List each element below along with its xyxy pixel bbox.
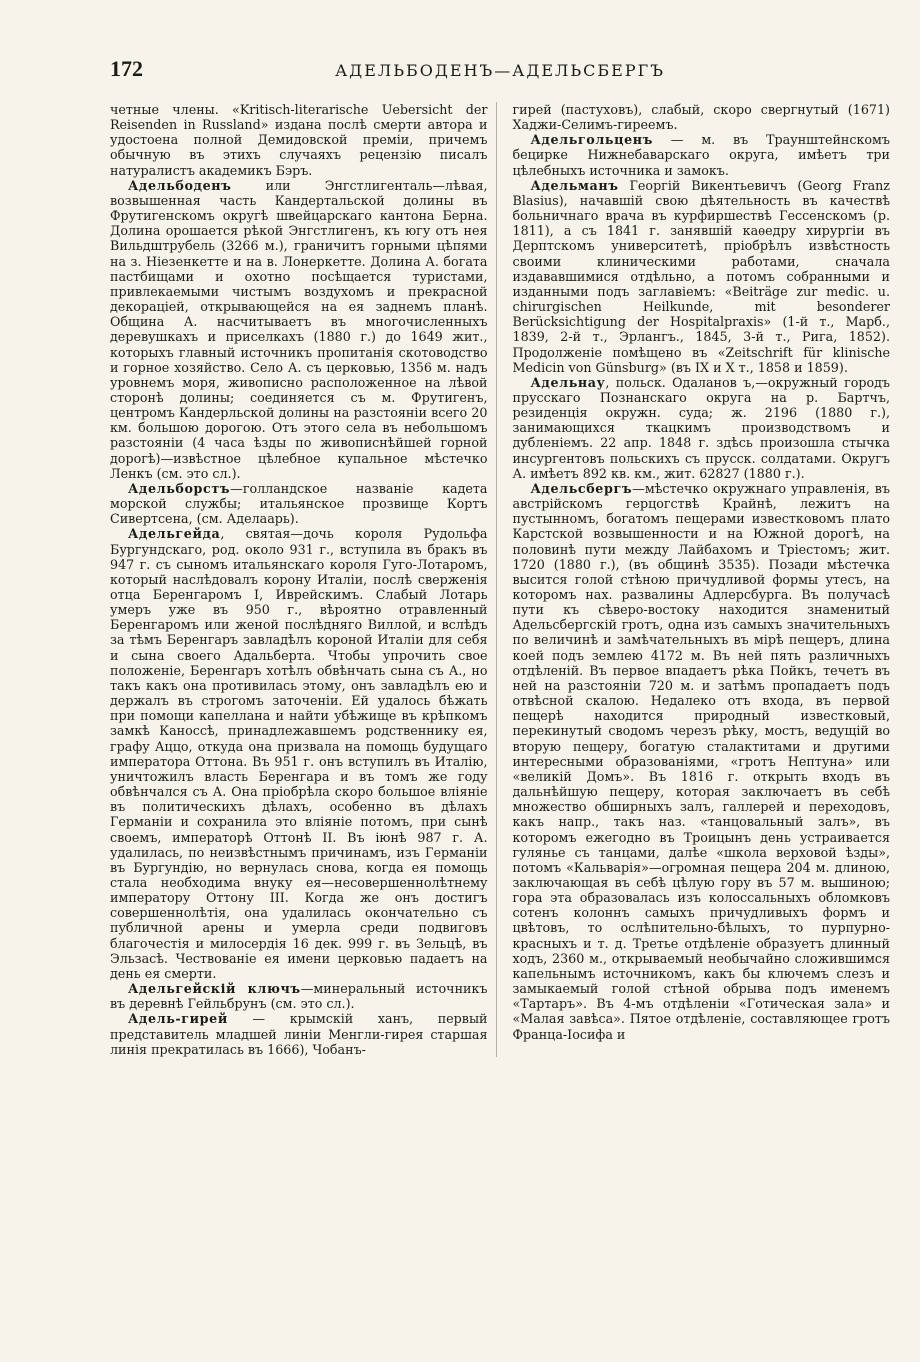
- entry-headword: Адельманъ: [530, 177, 619, 193]
- entry-text: —мѣстечко окружнаго управленія, въ австрійскомъ герцогствѣ Крайнѣ, лежитъ на пустынномъ, богатомъ пещерами известковомъ плато Карстской возвышенности и на Южной дорогѣ, на половинѣ пути между Лайбахомъ и Тріестомъ; жит. 1720 (1880 г.), (въ общинѣ 3535). Позади мѣстечка высится голой стѣною причудливой формы утесъ, на которомъ нах. развалины Адлерсбурга. Въ получасѣ пути къ сѣверо-востоку находится знаменитый Адельсбергскій гротъ, одна изъ самыхъ значительныхъ по величинѣ и замѣчательныхъ въ мірѣ пещеръ, длина коей подъ землею 4172 м. Въ ней пять различныхъ отдѣленій. Въ первое впадаетъ рѣка Пойкъ, течетъ въ ней на разстояніи 720 м. и затѣмъ пропадаетъ подъ отвѣсной скалою. Недалеко отъ входа, въ первой пещерѣ находится природный известковый, перекинутый сводомъ черезъ рѣку, мостъ, ведущій во вторую пещеру, богатую сталактитами и другими интересными образованіями, «гротъ Нептуна» или «великій Домъ». Въ 1816 г. открыть входъ въ дальнѣйшую пещеру, которая заключаетъ въ себѣ множество обширныхъ залъ, галлерей и переходовъ, какъ напр., такъ наз. «танцовальный залъ», въ которомъ ежегодно въ Троицынъ день устраивается гулянье съ танцами, далѣе «школа верховой ѣзды», потомъ «Кальварія»—огромная пещера 204 м. длиною, заключающая въ себѣ цѣлую гору въ 57 м. вышиною; гора эта образовалась изъ колоссальныхъ обломковъ сотенъ колоннъ самыхъ причудливыхъ формъ и цвѣтовъ, то ослѣпительно-бѣлыхъ, то пурпурно-красныхъ и т. д. Третье отдѣленіе образуетъ длинный ходъ, 2360 м., открываемый необычайно сложившимся капельнымъ источникомъ, какъ бы ключемъ слезъ и замыкаемый голой стѣной обрыва подъ именемъ «Тартаръ». Въ 4-мъ отдѣленіи «Готическая зала» и «Малая завѣса». Пятое отдѣленіе, составляющее гротъ Франца-Іосифа и: [512, 480, 890, 1042]
- entry-paragraph: [513, 102, 891, 132]
- entry-paragraph: [110, 481, 488, 526]
- entry-headword: Адельгейда: [128, 526, 221, 542]
- entry-paragraph: [110, 526, 488, 981]
- entry-text: гирей (пастуховъ), слабый, скоро свергнутый (1671) Хаджи-Селимъ-гиреемъ.: [512, 102, 890, 133]
- entry-paragraph: [513, 178, 891, 375]
- entry-paragraph: [110, 102, 488, 178]
- entry-text: — м. въ Траунштейнскомъ бецирке Нижнебаварскаго округа, имѣетъ три цѣлебныхъ источника и замокъ.: [512, 132, 890, 178]
- entry-paragraph: [110, 178, 488, 481]
- entry-paragraph: [513, 481, 891, 1042]
- entry-text: , польск. Одаланов ъ,—окружный городъ прусскаго Познанскаго округа на р. Бартчъ, резиденція окружн. суда; ж. 2196 (1880 г.), занимающихся ткацкимъ производствомъ и дубленіемъ. 22 апр. 1848 г. здѣсь произошла стычка инсургентовъ польскихъ съ прусск. солдатами. Округъ А. имѣетъ 892 кв. км., жит. 62827 (1880 г.).: [512, 374, 890, 481]
- page-header: [110, 56, 890, 88]
- entry-paragraph: [110, 1011, 488, 1056]
- entry-headword: Адельсбергъ: [530, 480, 633, 496]
- running-head: АДЕЛЬБОДЕНЪ—АДЕЛЬСБЕРГЪ: [335, 61, 665, 80]
- entry-text: —минеральный источникъ въ деревнѣ Гейльбрунъ (см. это сл.).: [110, 981, 488, 1012]
- page-number: 172: [110, 56, 143, 81]
- entry-text: , святая—дочь короля Рудольфа Бургундскаго, род. около 931 г., вступила въ бракъ въ 947 г. съ сыномъ итальянскаго короля Гуго-Лотаромъ, который наслѣдовалъ корону Италіи, послѣ сверженія отца Беренгаромъ I, Иврейскимъ. Слабый Лотарь умеръ уже въ 950 г., вѣроятно отравленный Беренгаромъ или женой послѣдняго Виллой, и вслѣдъ за тѣмъ Беренгаръ завладѣлъ короной Италіи для себя и сына своего Адальберта. Чтобы упрочить свое положеніе, Беренгаръ хотѣлъ обвѣнчать сына съ А., но такъ какъ она противилась этому, онъ завладѣлъ ею и держалъ въ строгомъ заточеніи. Ей удалось бѣжать при помощи капеллана и найти убѣжище въ крѣпкомъ замкѣ Каноссѣ, принадлежавшемъ родственнику ея, графу Аццо, откуда она призвала на помощь будущаго императора Оттона. Въ 951 г. онъ вступилъ въ Италію, уничтожилъ власть Беренгара и въ томъ же году обвѣнчался съ А. Она пріобрѣла скоро большое вліяніе въ политическихъ дѣлахъ, особенно въ дѣлахъ Германіи и сохранила это вліяніе потомъ, при сынѣ своемъ, императорѣ Оттонѣ II. Въ іюнѣ 987 г. А. удалилась, по неизвѣстнымъ причинамъ, изъ Германіи въ Бургундію, но вернулась снова, когда ея помощь стала необходима внуку ея—несовершеннолѣтнему императору Оттону III. Когда же онъ достигъ совершеннолѣтія, она удалилась окончательно съ публичной арены и умерла среди подвиговъ благочестія и милосердія 16 дек. 999 г. въ Зельцѣ, въ Эльзасѣ. Чествованіе ея имени церковью падаетъ на день ея смерти.: [110, 526, 488, 981]
- entry-paragraph: [513, 132, 891, 177]
- entry-text: — крымскій ханъ, первый представитель младшей линіи Менгли-гирея старшая линія прекратилась въ 1666), Чобанъ-: [110, 1011, 488, 1057]
- entry-paragraph: [110, 981, 488, 1011]
- entry-headword: Адельнау: [530, 374, 606, 390]
- entry-headword: Адельбоденъ: [128, 177, 232, 193]
- entry-text: четные члены. «Kritisch-literarische Uebersicht der Reisenden in Russland» издана послѣ смерти автора и удостоена полной Демидовской преміи, причемъ обычную въ этихъ случаяхъ рецензію писалъ натуралистъ академикъ Бэръ.: [110, 102, 488, 178]
- entry-headword: Адельгольценъ: [530, 132, 653, 148]
- entry-headword: Адельборстъ: [128, 480, 231, 496]
- left-column: [110, 102, 497, 1057]
- text-columns: [110, 102, 890, 1057]
- entry-text: или Энгстлигенталь—лѣвая, возвышенная часть Кандертальской долины въ Фрутигенскомъ округѣ швейцарскаго кантона Берна. Долина орошается рѣкой Энгстлигенъ, къ югу отъ нея Вильдштрубель (3266 м.), граничитъ горными цѣпями на з. Ніезенкетте и на в. Лонеркетте. Долина А. богата пастбищами и охотно посѣщается туристами, привлекаемыми чистымъ воздухомъ и прекрасной декораціей, открывающейся на ея заднемъ планѣ. Община А. насчитываетъ въ многочисленныхъ деревушкахъ и приселкахъ (1880 г.) до 1649 жит., которыхъ главный источникъ пропитанія скотоводство и горное хозяйство. Село А. съ церковью, 1356 м. надъ уровнемъ моря, живописно расположенное на лѣвой сторонѣ долины; соединяется съ м. Фрутигенъ, центромъ Кандерльской долины на разстояніи всего 20 км. большою дорогою. Отъ этого села въ небольшомъ разстояніи (4 часа ѣзды по живописнѣйшей горной дорогѣ)—извѣстное цѣлебное купальное мѣстечко Ленкъ (см. это сл.).: [110, 177, 488, 481]
- entry-text: Георгій Викентьевичъ (Georg Franz Blasius), начавшій свою дѣятельность въ качествѣ больничнаго врача въ курфиршествѣ Гессенскомъ (р. 1811), а съ 1841 г. занявшій каѳедру хирургіи въ Дерптскомъ университетѣ, пріобрѣлъ извѣстность своими клиническими работами, сначала издававшимися отдѣльно, а потомъ собранными и изданными подъ заглавіемъ: «Beiträge zur medic. u. chirurgischen Heilkunde, mit besonderer Berücksichtigung der Hospitalpraxis» (1-й т., Марб., 1839, 2-й т., Эрлангъ., 1845, 3-й т., Рига, 1852). Продолженіе помѣщено въ «Zeitschrift für klinische Medicin von Günsburg» (въ IX и X т., 1858 и 1859).: [512, 177, 890, 375]
- entry-text: —голландское названіе кадета морской службы; итальянское прозвище Кортъ Сивертсена, (см. Аделаарь).: [110, 480, 488, 527]
- entry-headword: Адель-гирей: [128, 1011, 228, 1027]
- right-column: [513, 102, 891, 1057]
- entry-paragraph: [513, 375, 891, 481]
- entry-headword: Адельгейскій ключъ: [128, 981, 301, 997]
